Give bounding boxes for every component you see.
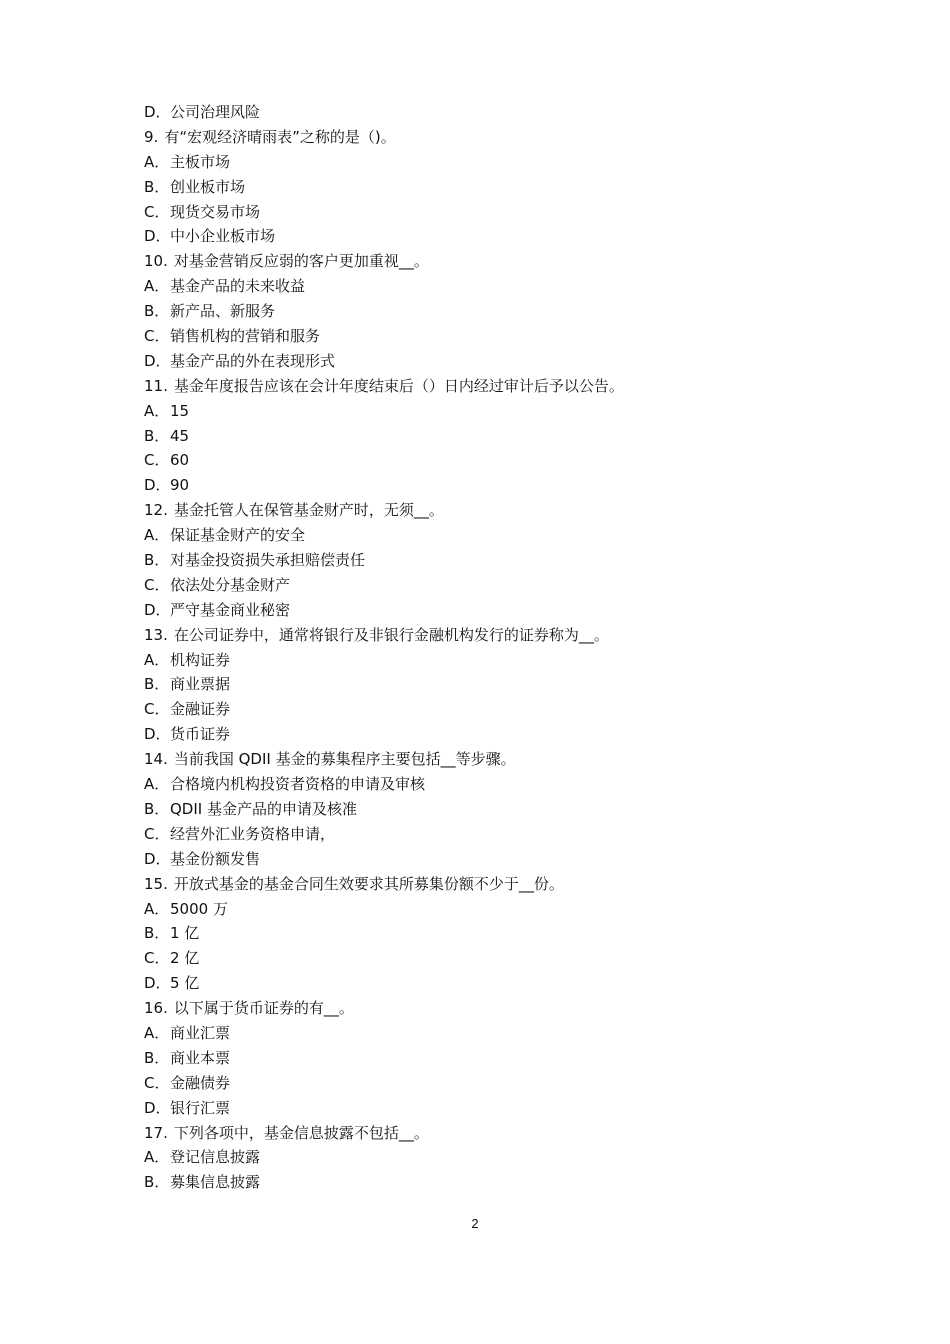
option-letter: B． — [144, 675, 170, 694]
option-letter: A． — [144, 1148, 170, 1167]
question-line — [144, 249, 844, 274]
option-text: 依法处分基金财产 — [170, 575, 291, 594]
option-line — [144, 697, 844, 722]
option-text: 主板市场 — [170, 152, 231, 171]
option-text: 45 — [170, 426, 190, 445]
option-letter: D． — [144, 1098, 171, 1117]
option-letter: A． — [144, 277, 170, 296]
option-letter: A． — [144, 775, 170, 794]
question-number: 14. — [144, 750, 168, 769]
question-line — [144, 374, 844, 399]
option-line — [144, 1096, 844, 1121]
option-text: 5000 万 — [170, 899, 228, 918]
option-line — [144, 897, 844, 922]
option-text: 新产品、新服务 — [170, 302, 276, 321]
option-text: 经营外汇业务资格申请， — [170, 824, 336, 843]
question-line — [144, 498, 844, 523]
option-line — [144, 1145, 844, 1170]
option-text: 银行汇票 — [170, 1098, 231, 1117]
option-text: 2 亿 — [170, 949, 200, 968]
option-letter: B． — [144, 177, 170, 196]
option-text: 创业板市场 — [170, 177, 246, 196]
option-line — [144, 548, 844, 573]
page-number: 2 — [471, 1216, 479, 1231]
option-text: 60 — [170, 451, 190, 470]
option-line — [144, 473, 844, 498]
option-line — [144, 424, 844, 449]
option-text: 保证基金财产的安全 — [170, 526, 306, 545]
option-letter: C． — [144, 824, 170, 843]
option-line — [144, 722, 844, 747]
option-text: 募集信息披露 — [170, 1173, 261, 1192]
option-text: 商业汇票 — [170, 1023, 231, 1042]
option-letter: B． — [144, 551, 170, 570]
option-letter: D． — [144, 351, 171, 370]
option-text: 登记信息披露 — [170, 1148, 261, 1167]
option-text: 现货交易市场 — [170, 202, 261, 221]
option-text: 销售机构的营销和服务 — [170, 327, 321, 346]
question-text: 当前我国 QDII 基金的募集程序主要包括__等步骤。 — [173, 750, 516, 769]
option-letter: A． — [144, 650, 170, 669]
question-number: 11. — [144, 376, 168, 395]
option-text: 金融债券 — [170, 1073, 231, 1092]
option-line — [144, 100, 844, 125]
option-letter: B． — [144, 302, 170, 321]
option-letter: B． — [144, 1173, 170, 1192]
question-number: 10. — [144, 252, 168, 271]
option-line — [144, 523, 844, 548]
option-letter: C． — [144, 575, 170, 594]
question-text: 基金年度报告应该在会计年度结束后（）日内经过审计后予以公告。 — [173, 376, 624, 395]
question-line — [144, 125, 844, 150]
option-text: 1 亿 — [170, 924, 200, 943]
option-letter: D． — [144, 103, 171, 121]
option-line — [144, 349, 844, 374]
option-letter: A． — [144, 152, 170, 171]
option-letter: A． — [144, 1023, 170, 1042]
option-line — [144, 946, 844, 971]
option-text: 机构证券 — [170, 650, 231, 669]
option-letter: C． — [144, 327, 170, 346]
option-line — [144, 324, 844, 349]
question-number: 15. — [144, 874, 168, 893]
option-letter: B． — [144, 799, 170, 818]
option-line — [144, 797, 844, 822]
question-text: 对基金营销反应弱的客户更加重视__。 — [173, 252, 429, 271]
option-line — [144, 1170, 844, 1195]
question-number: 12. — [144, 501, 168, 520]
option-letter: B． — [144, 924, 170, 943]
option-text: 商业本票 — [170, 1048, 231, 1067]
option-text: 公司治理风险 — [170, 103, 261, 121]
option-line — [144, 1071, 844, 1096]
question-number: 17. — [144, 1123, 168, 1142]
question-text: 下列各项中，基金信息披露不包括__。 — [173, 1123, 429, 1142]
question-line — [144, 1121, 844, 1146]
option-line — [144, 598, 844, 623]
option-text: 严守基金商业秘密 — [170, 600, 291, 619]
option-line — [144, 648, 844, 673]
question-text: 有“宏观经济晴雨表”之称的是（)。 — [164, 127, 396, 146]
option-text: 合格境内机构投资者资格的申请及审核 — [170, 775, 426, 794]
option-text: 15 — [170, 401, 190, 420]
option-line — [144, 448, 844, 473]
option-text: QDII 基金产品的申请及核准 — [170, 799, 357, 818]
option-line — [144, 672, 844, 697]
option-line — [144, 921, 844, 946]
question-text: 基金托管人在保管基金财产时，无须__。 — [173, 501, 444, 520]
question-line — [144, 623, 844, 648]
option-letter: B． — [144, 426, 170, 445]
question-line — [144, 747, 844, 772]
option-letter: C． — [144, 1073, 170, 1092]
option-letter: C． — [144, 202, 170, 221]
option-line — [144, 224, 844, 249]
question-number: 13. — [144, 625, 168, 644]
option-line — [144, 200, 844, 225]
question-line — [144, 872, 844, 897]
option-line — [144, 274, 844, 299]
option-text: 基金份额发售 — [170, 849, 261, 868]
option-text: 对基金投资损失承担赔偿责任 — [170, 551, 366, 570]
question-list — [144, 100, 844, 1195]
option-line — [144, 1046, 844, 1071]
option-line — [144, 847, 844, 872]
option-letter: A． — [144, 526, 170, 545]
option-text: 商业票据 — [170, 675, 231, 694]
option-text: 中小企业板市场 — [170, 227, 276, 246]
option-line — [144, 399, 844, 424]
option-letter: D． — [144, 974, 171, 993]
option-letter: D． — [144, 600, 171, 619]
question-text: 以下属于货币证券的有__。 — [173, 999, 354, 1018]
question-text: 开放式基金的基金合同生效要求其所募集份额不少于__份。 — [173, 874, 564, 893]
option-line — [144, 971, 844, 996]
option-text: 5 亿 — [170, 974, 200, 993]
option-letter: D． — [144, 227, 171, 246]
option-letter: D． — [144, 725, 171, 744]
option-letter: C． — [144, 949, 170, 968]
question-text: 在公司证券中，通常将银行及非银行金融机构发行的证券称为__。 — [173, 625, 609, 644]
option-line — [144, 822, 844, 847]
option-line — [144, 1021, 844, 1046]
option-letter: A． — [144, 899, 170, 918]
option-text: 货币证券 — [170, 725, 231, 744]
option-text: 金融证券 — [170, 700, 231, 719]
question-number: 9. — [144, 127, 159, 146]
option-text: 基金产品的外在表现形式 — [170, 351, 336, 370]
option-letter: D． — [144, 476, 171, 495]
option-line — [144, 175, 844, 200]
option-letter: B． — [144, 1048, 170, 1067]
option-letter: C． — [144, 700, 170, 719]
option-letter: A． — [144, 401, 170, 420]
option-line — [144, 299, 844, 324]
option-line — [144, 772, 844, 797]
option-text: 90 — [170, 476, 190, 495]
question-number: 16. — [144, 999, 168, 1018]
question-line — [144, 996, 844, 1021]
option-text: 基金产品的未来收益 — [170, 277, 306, 296]
option-line — [144, 150, 844, 175]
option-line — [144, 573, 844, 598]
option-letter: C． — [144, 451, 170, 470]
option-letter: D． — [144, 849, 171, 868]
